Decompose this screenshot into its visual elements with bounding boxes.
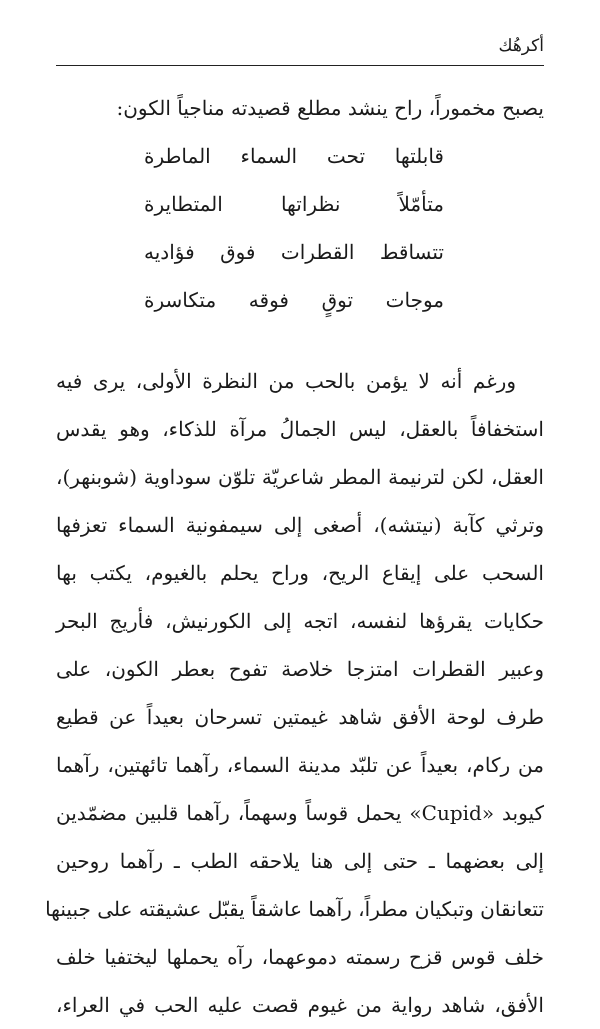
paragraph-line-7: وعبير القطرات امتزجا خلاصة تفوح بعطر الكون، على xyxy=(56,657,544,681)
paragraph-line-13: خلف قوس قزح رسمته دموعهما، رآه يحملها ليختفيا خلف xyxy=(56,945,544,969)
paragraph-line-3: العقل، لكن لترنيمة المطر شاعريّة تلوّن سوداوية (شوبنهر)، xyxy=(56,465,544,489)
poem-line-4: موجات توقٍ فوقه متكاسرة xyxy=(144,288,444,312)
paragraph-line-2: استخفافاً بالعقل، ليس الجمالُ مرآة للذكاء، وهو يقدس xyxy=(56,417,544,441)
paragraph-line-11: إلى بعضهما ـ حتى إلى هنا يلاحقه الطب ـ رآهما روحين xyxy=(56,849,544,873)
paragraph-line-14: الأفق، شاهد رواية من غيوم قصت عليه الحب في العراء، xyxy=(56,993,544,1017)
poem xyxy=(144,132,444,324)
body-paragraph xyxy=(45,357,545,1029)
paragraph-line-5: السحب على إيقاع الريح، وراح يحلم بالغيوم، يكتب بها xyxy=(56,561,544,585)
intro-line: يصبح مخموراً، راح ينشد مطلع قصيدته مناجياً الكون: xyxy=(116,96,544,120)
paragraph-line-6: حكايات يقرؤها لنفسه، اتجه إلى الكورنيش، فأريج البحر xyxy=(56,609,544,633)
paragraph-line-10: كيوبد «Cupid» يحمل قوساً وسهماً، رآهما قلبين مضمّدين xyxy=(56,801,545,825)
paragraph-line-12: تتعانقان وتبكيان مطراً، رآهما عاشقاً يقبّل عشيقته على جبينها xyxy=(45,897,544,921)
running-header: أكرهُك xyxy=(498,36,544,56)
header-rule xyxy=(56,65,544,66)
paragraph-line-1: ورغم أنه لا يؤمن بالحب من النظرة الأولى، يرى فيه xyxy=(56,369,516,393)
paragraph-line-4: وترثي كآبة (نيتشه)، أصغى إلى سيمفونية السماء تعزفها xyxy=(56,513,544,537)
paragraph-line-8: طرف لوحة الأفق شاهد غيمتين تسرحان بعيداً عن قطيع xyxy=(56,705,544,729)
poem-line-2: متأمّلاً نظراتها المتطايرة xyxy=(144,192,444,216)
poem-line-3: تتساقط القطرات فوق فؤاديه xyxy=(144,240,444,264)
paragraph-line-9: من ركام، بعيداً عن تلبّد مدينة السماء، رآهما تائهتين، رآهما xyxy=(56,753,544,777)
poem-line-1: قابلتها تحت السماء الماطرة xyxy=(144,144,444,168)
